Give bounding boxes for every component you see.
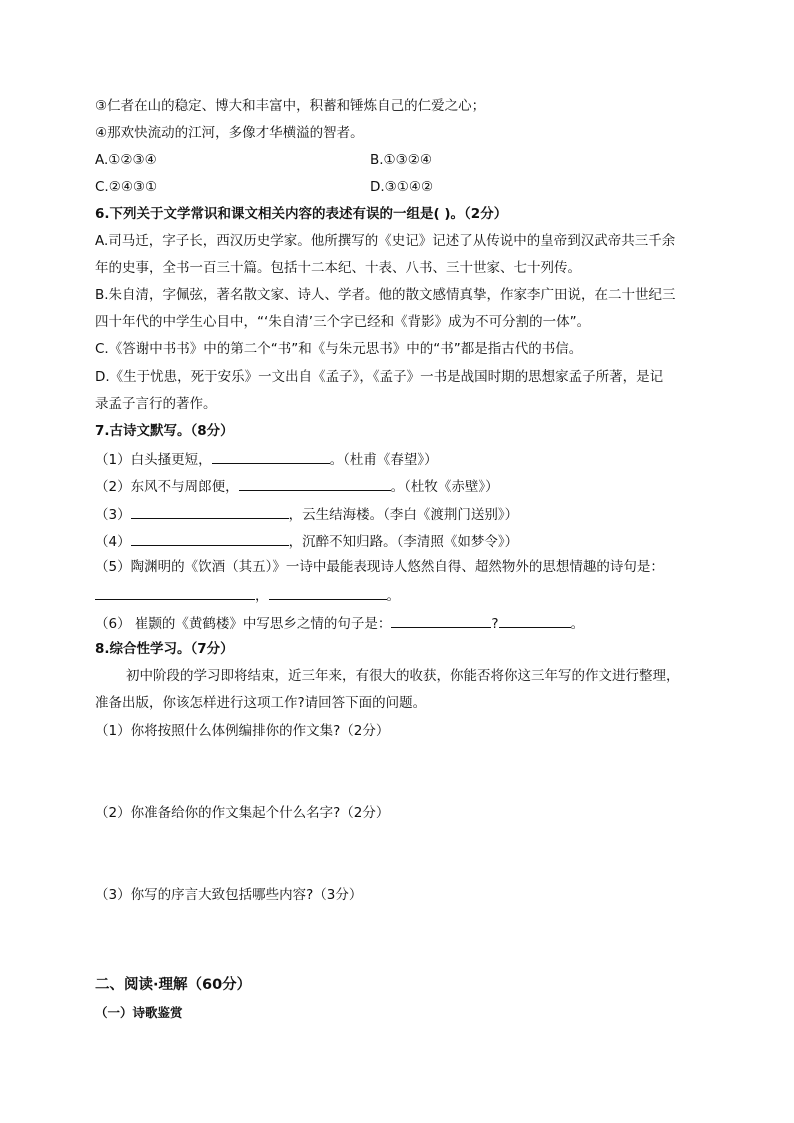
q7-item-6-text: （6） 崔颢的《黄鹤楼》中写思乡之情的句子是： xyxy=(95,616,392,632)
answer-blank[interactable] xyxy=(239,476,391,491)
q6-option-d-line1: D.《生于忧患，死于安乐》一文出自《孟子》，《孟子》一书是战国时期的思想家孟子所著，是记 xyxy=(95,369,664,385)
q7-item-3-text: （3） xyxy=(95,507,131,523)
answer-blank[interactable] xyxy=(391,613,491,628)
option-c: C.②④③① xyxy=(95,179,158,195)
answer-blank[interactable] xyxy=(95,585,255,600)
q7-item-5-answer xyxy=(95,585,400,605)
q7-item-3 xyxy=(95,504,518,524)
q7-item-3-source: ，云生结海楼。（李白《渡荆门送别》） xyxy=(288,507,519,523)
q6-option-d-line2: 录孟子言行的著作。 xyxy=(95,396,217,412)
option-d: D.③①④② xyxy=(370,179,434,195)
q7-item-2-text: （2）东风不与周郎便， xyxy=(95,479,239,495)
answer-blank[interactable] xyxy=(499,613,571,628)
question-mark: ? xyxy=(491,616,499,632)
q8-sub-question-2: （2）你准备给你的作文集起个什么名字?（2分） xyxy=(95,805,390,821)
answer-blank[interactable] xyxy=(131,531,289,546)
answer-blank[interactable] xyxy=(212,449,330,464)
q8-sub-question-3: （3）你写的序言大致包括哪些内容?（3分） xyxy=(95,887,363,903)
q6-option-b-line1: B.朱自清，字佩弦，著名散文家、诗人、学者。他的散文感情真挚，作家李广田说，在二十世纪三 xyxy=(95,287,676,303)
q7-item-4-text: （4） xyxy=(95,534,131,550)
q7-item-2-source: 。（杜牧《赤壁》） xyxy=(390,479,499,495)
subsection-heading: （一）诗歌鉴赏 xyxy=(95,1005,183,1020)
q7-item-1 xyxy=(95,449,438,469)
q8-paragraph-line1: 初中阶段的学习即将结束，近三年来，有很大的收获，你能否将你这三年写的作文进行整理， xyxy=(126,668,680,684)
text-line: ③仁者在山的稳定、博大和丰富中，积蓄和锤炼自己的仁爱之心； xyxy=(95,98,486,114)
option-b: B.①③②④ xyxy=(370,152,432,168)
q7-item-2 xyxy=(95,476,499,496)
question-8-title: 8.综合性学习。（7分） xyxy=(95,641,234,657)
text-line: ④那欢快流动的江河，多像才华横溢的智者。 xyxy=(95,125,364,141)
q6-option-a-line1: A.司马迁，字子长，西汉历史学家。他所撰写的《史记》记述了从传说中的皇帝到汉武帝共三千余 xyxy=(95,233,676,249)
answer-blank[interactable] xyxy=(269,585,387,600)
q7-item-1-source: 。（杜甫《春望》） xyxy=(329,452,438,468)
option-a: A.①②③④ xyxy=(95,152,157,168)
answer-blank[interactable] xyxy=(131,504,289,519)
q7-item-1-text: （1）白头搔更短， xyxy=(95,452,212,468)
period: 。 xyxy=(570,616,585,632)
q7-item-6 xyxy=(95,613,584,633)
q7-item-4 xyxy=(95,531,518,551)
q6-option-a-line2: 年的史事，全书一百三十篇。包括十二本纪、十表、八书、三十世家、七十列传。 xyxy=(95,260,581,276)
section-heading: 二、阅读·理解（60分） xyxy=(95,977,252,993)
q6-option-c: C.《答谢中书书》中的第二个“书”和《与朱元思书》中的“书”都是指古代的书信。 xyxy=(95,341,583,357)
q7-item-4-source: ，沉醉不知归路。（李清照《如梦令》） xyxy=(288,534,519,550)
q8-sub-question-1: （1）你将按照什么体例编排你的作文集?（2分） xyxy=(95,723,390,739)
q7-item-5: （5）陶渊明的《饮酒（其五）》一诗中最能表现诗人悠然自得、超然物外的思想情趣的诗句是： xyxy=(95,559,664,575)
period: 。 xyxy=(386,588,400,604)
q8-paragraph-line2: 准备出版，你该怎样进行这项工作?请回答下面的问题。 xyxy=(95,695,427,711)
comma: ， xyxy=(255,588,269,604)
question-7-title: 7.古诗文默写。（8分） xyxy=(95,423,234,439)
question-6-title: 6.下列关于文学常识和课文相关内容的表述有误的一组是( )。（2分） xyxy=(95,206,508,222)
q6-option-b-line2: 四十年代的中学生心目中，“‘朱自清’三个字已经和《背影》成为不可分割的一体”。 xyxy=(95,314,591,330)
